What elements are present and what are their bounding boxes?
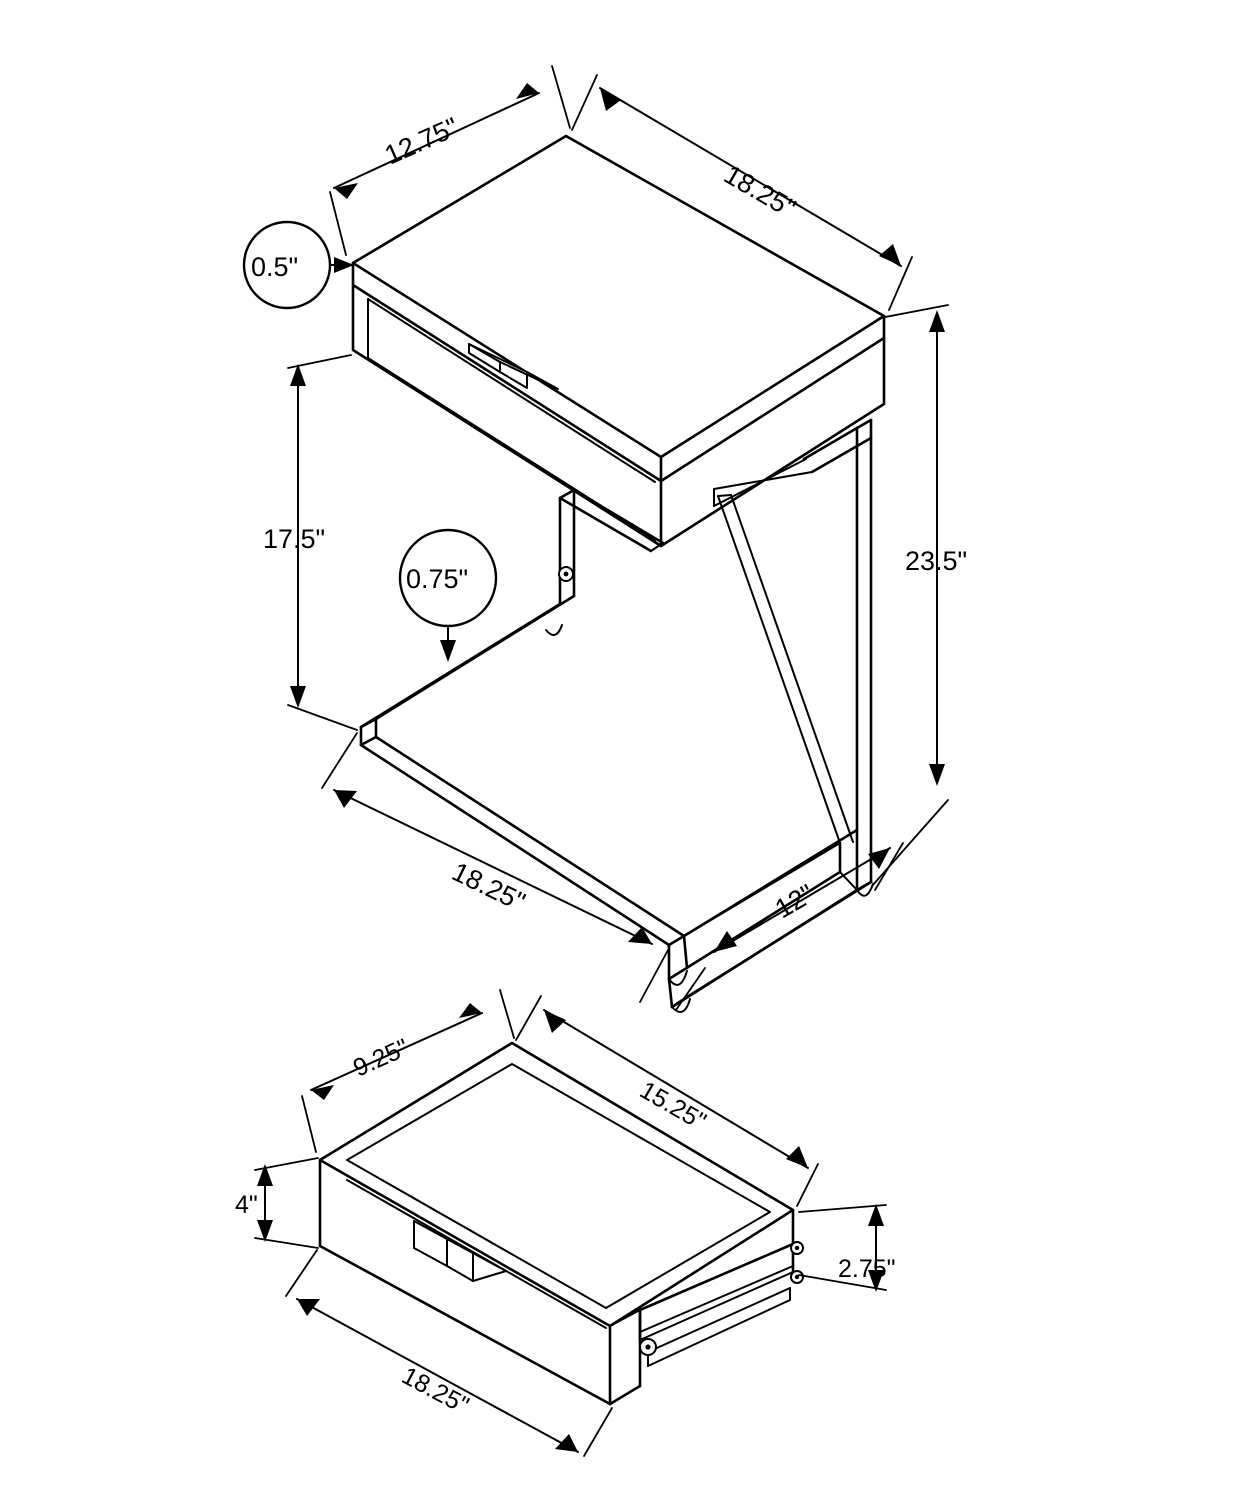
table-top	[353, 136, 884, 481]
dimension-label-base-width: 18.25"	[447, 856, 530, 918]
dimension-label-top-depth: 12.75"	[380, 111, 463, 171]
dimension-label-height-underside: 17.5"	[263, 524, 326, 554]
dimension-label-drawer-side-depth: 9.25"	[349, 1033, 414, 1083]
dimension-label-overall-height: 23.5"	[905, 546, 968, 576]
assembled-table-view	[244, 66, 967, 1012]
dimension-drawer-side-depth	[302, 990, 514, 1152]
dimension-drawer-front-width	[516, 996, 818, 1206]
dimension-base-depth	[676, 843, 903, 1010]
drawer-detail-view	[235, 990, 896, 1456]
dimension-label-drawer-side-height: 2.75"	[838, 1255, 896, 1283]
dimension-label-drawer-outer-front-width: 18.25"	[397, 1361, 474, 1420]
callout-thickness	[244, 222, 354, 308]
dimension-label-drawer-front-height: 4"	[235, 1191, 258, 1219]
dimension-drawer-outer-front-width	[286, 1250, 612, 1456]
dimension-label-drawer-front-width: 15.25"	[635, 1075, 711, 1136]
dimension-label-top-width: 18.25"	[719, 159, 801, 224]
drawer-detail-pull-handle	[414, 1221, 506, 1281]
dimension-height-underside	[263, 355, 357, 730]
callout-tube	[400, 530, 496, 662]
callout-label-tube: 0.75"	[406, 564, 469, 594]
callout-label-thickness: 0.5"	[251, 252, 299, 282]
dimension-base-width	[322, 733, 668, 1002]
dimension-overall-height	[872, 305, 967, 886]
dimension-drawer-front-height	[235, 1158, 318, 1248]
metal-frame-right	[669, 420, 873, 1012]
dimension-label-base-depth: 12"	[770, 878, 820, 925]
dimension-drawer-side-height	[799, 1204, 896, 1292]
